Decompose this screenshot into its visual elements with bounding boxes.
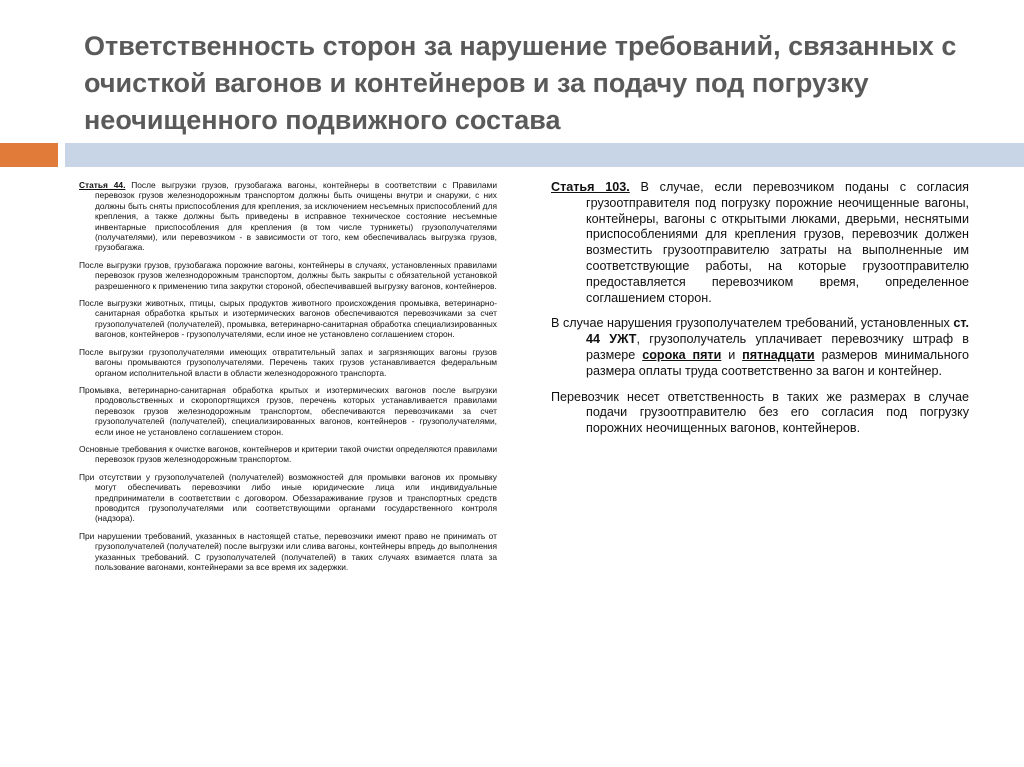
left-column <box>79 180 497 579</box>
fine-text-d: размеров минимального размера оплаты труда соответственно за вагон и контейнер. <box>586 347 969 378</box>
fine-paragraph <box>551 316 969 379</box>
article-103-text: В случае, если перевозчиком поданы с согласия грузоотправителя под погрузку порожние неочищенные вагоны, контейнеры, вагоны с открытыми люками, дверьми, неснятыми приспособлениями для крепления грузов, перевозчик должен возместить грузоотправителю затраты на выполненные им соответствующие работы, на которые грузоотправителю предоставляется перевозчиком время, определенное соглашением сторон. <box>586 180 969 305</box>
article-103-label: Статья 103. <box>551 180 630 194</box>
fine-amount-wagon: сорока пяти <box>642 347 722 362</box>
fine-amount-container: пятнадцати <box>742 347 815 362</box>
left-paragraph-8: При нарушении требований, указанных в настоящей статье, перевозчики имеют право не принимать от грузополучателей (получателей) после выгрузки или слива вагоны, контейнеры впредь до выполнения указанных требований. С грузополучателей (получателей) в таких случаях взимается плата за пользование вагонами, контейнерами за все время их задержки. <box>79 530 497 572</box>
carrier-liability-paragraph: Перевозчик несет ответственность в таких же размерах в случае подачи грузоотправителю без его согласия под погрузку порожних неочищенных вагонов, контейнеров. <box>551 389 969 436</box>
right-column <box>551 180 969 447</box>
page-title: Ответственность сторон за нарушение требований, связанных с очисткой вагонов и контейнеров и за подачу под погрузку неочищенного подвижного состава <box>84 31 957 135</box>
left-paragraph-4: После выгрузки грузополучателями имеющих отвратительный запах и загрязняющих вагоны грузов вагоны промываются грузополучателями. Перечень таких грузов устанавливается федеральным органом исполнительной власти в области железнодорожного транспорта. <box>79 346 497 378</box>
accent-bar <box>0 143 58 167</box>
article-103-paragraph <box>551 180 969 306</box>
fine-text-c: и <box>721 347 743 362</box>
article-44-label: Статья 44. <box>79 180 126 190</box>
fine-text-a: В случае нарушения грузополучателем требований, установленных <box>551 316 954 331</box>
header-bar <box>65 143 1024 167</box>
left-paragraph-2: После выгрузки грузов, грузобагажа порожние вагоны, контейнеры в случаях, установленных правилами перевозок грузов железнодорожным транспортом, должны быть закрыты с обязательной установкой разрешенного к применению типа закрутки стороной, обеспечивавшей выгрузку вагонов, контейнеров. <box>79 259 497 291</box>
left-paragraph-5: Промывка, ветеринарно-санитарная обработка крытых и изотермических вагонов после выгрузки продовольственных и скоропортящихся грузов, перечень которых устанавливается правилами перевозок грузов железнодорожным транспортом, обеспечиваются перевозчиками за счет грузополучателей (получателей), специализированных вагонов, контейнеров - грузополучателями, если иное не установлено соглашением сторон. <box>79 384 497 437</box>
left-paragraph-7: При отсутствии у грузополучателей (получателей) возможностей для промывки вагонов их промывку могут обеспечивать перевозчики либо иные юридические лица или индивидуальные предприниматели в соответствии с договором. Обеззараживание грузов и транспортных средств проводится грузополучателями или соответствующими органами государственного контроля (надзора). <box>79 471 497 524</box>
left-paragraph-6: Основные требования к очистке вагонов, контейнеров и критерии такой очистки определяются правилами перевозок грузов железнодорожным транспортом. <box>79 443 497 465</box>
article-44-paragraph <box>79 180 497 253</box>
left-paragraph-3: После выгрузки животных, птицы, сырых продуктов животного происхождения промывка, ветеринарно-санитарная обработка крытых и изотермических вагонов обеспечиваются перевозчиками за счет грузополучателей (получателей), промывка, ветеринарно-санитарная обработка специализированных вагонов, контейнеров - грузополучателями, если иное не установлено соглашением сторон. <box>79 298 497 340</box>
article-44-text: После выгрузки грузов, грузобагажа вагоны, контейнеры в соответствии с Правилами перевозок грузов железнодорожным транспортом должны быть очищены внутри и снаружи, с них должны быть сняты приспособления для крепления, за исключением несъемных приспособлений для крепления, а также должны быть приведены в исправное техническое состояние несъемные инвентарные приспособления для крепления (в том числе турникеты) грузополучателями (получателями), или перевозчиком - в зависимости от того, кем обеспечивалась выгрузка грузов, грузобагажа. <box>95 180 497 253</box>
article-44-reference: ст. 44 УЖТ <box>586 316 969 347</box>
fine-text-b: , грузополучатель уплачивает перевозчику штраф в размере <box>586 332 969 362</box>
